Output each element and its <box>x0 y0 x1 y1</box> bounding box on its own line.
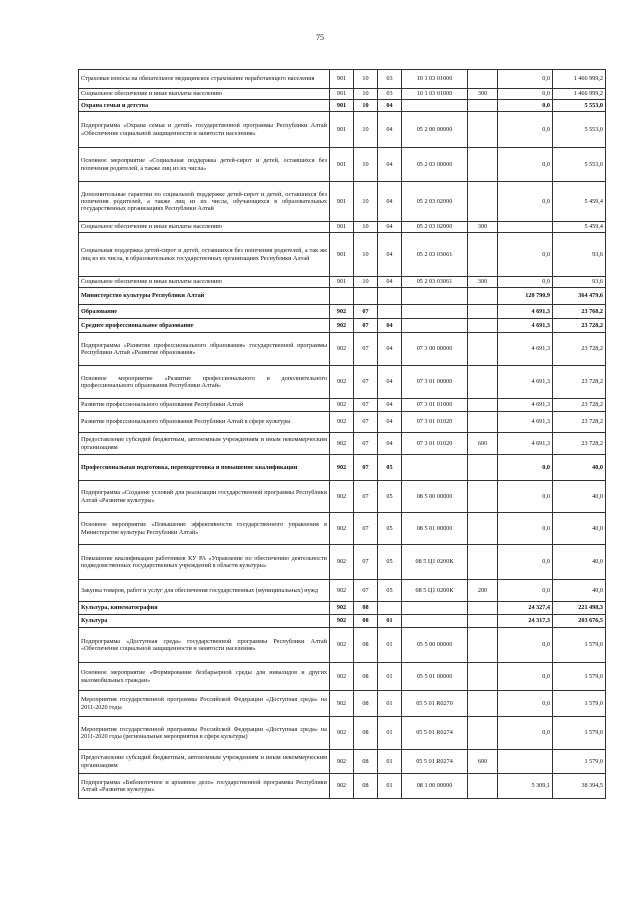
row-section-code: 07 <box>354 433 378 455</box>
row-section-code: 08 <box>354 691 378 717</box>
row-section-code: 08 <box>354 663 378 691</box>
row-subsection-code: 05 <box>378 455 402 481</box>
row-ministry-code: 902 <box>330 366 354 399</box>
row-amount-2: 1 579,0 <box>553 663 606 691</box>
page-number: 75 <box>316 33 324 42</box>
row-section-code: 10 <box>354 233 378 277</box>
row-amount-1: 0,0 <box>498 691 553 717</box>
row-subsection-code: 04 <box>378 222 402 233</box>
row-ministry-code: 902 <box>330 628 354 663</box>
row-expense-type <box>468 412 498 433</box>
row-amount-1: 0,0 <box>498 455 553 481</box>
row-ministry-code: 902 <box>330 305 354 319</box>
row-subsection-code <box>378 602 402 615</box>
row-amount-1: 5 309,1 <box>498 774 553 799</box>
row-name: Подпрограмма «Создание условий для реализации государственной программы Республики Алтай «Развитие культуры» <box>79 481 330 513</box>
row-amount-2: 1 579,0 <box>553 691 606 717</box>
table-row <box>79 233 606 277</box>
row-name: Подпрограмма «Охрана семьи и детей» государственной программы Республики Алтай «Обеспечение социальной защищенности и занятости населения» <box>79 112 330 148</box>
table-row <box>79 481 606 513</box>
row-amount-1: 24 327,4 <box>498 602 553 615</box>
row-name: Основное мероприятие «Развитие профессионального и дополнительного профессионального образования Республики Алтай» <box>79 366 330 399</box>
table-row <box>79 455 606 481</box>
row-section-code: 07 <box>354 366 378 399</box>
table-row <box>79 288 606 305</box>
row-subsection-code: 04 <box>378 182 402 222</box>
row-amount-1 <box>498 222 553 233</box>
row-amount-2: 40,0 <box>553 455 606 481</box>
table-row <box>79 615 606 628</box>
row-expense-type <box>468 455 498 481</box>
table-row <box>79 182 606 222</box>
row-subsection-code: 01 <box>378 717 402 750</box>
row-subsection-code: 01 <box>378 663 402 691</box>
row-target-article: 08 5 Ц1 0200К <box>402 580 468 602</box>
table-row <box>79 148 606 182</box>
row-name: Культура, кинематография <box>79 602 330 615</box>
row-expense-type <box>468 233 498 277</box>
row-expense-type: 200 <box>468 580 498 602</box>
row-ministry-code: 902 <box>330 513 354 545</box>
row-expense-type <box>468 319 498 333</box>
row-section-code: 08 <box>354 602 378 615</box>
table-row <box>79 277 606 288</box>
budget-table <box>78 69 606 799</box>
row-amount-2: 203 676,5 <box>553 615 606 628</box>
table-row <box>79 691 606 717</box>
row-section-code: 07 <box>354 412 378 433</box>
row-amount-2: 93,6 <box>553 233 606 277</box>
table-row <box>79 750 606 774</box>
row-section-code: 10 <box>354 89 378 100</box>
row-section-code: 10 <box>354 182 378 222</box>
row-expense-type: 300 <box>468 89 498 100</box>
row-section-code: 07 <box>354 481 378 513</box>
row-subsection-code: 04 <box>378 100 402 112</box>
row-name: Среднее профессиональное образование <box>79 319 330 333</box>
row-subsection-code: 04 <box>378 333 402 366</box>
row-amount-1: 0,0 <box>498 663 553 691</box>
row-amount-1: 0,0 <box>498 580 553 602</box>
row-amount-2: 364 479,6 <box>553 288 606 305</box>
row-amount-1: 0,0 <box>498 148 553 182</box>
row-expense-type: 600 <box>468 750 498 774</box>
row-target-article: 10 1 03 01000 <box>402 89 468 100</box>
row-name: Подпрограмма «Развитие профессионального образования» государственной программы Республики Алтай «Развитие образования» <box>79 333 330 366</box>
row-subsection-code: 04 <box>378 319 402 333</box>
table-row <box>79 399 606 412</box>
row-subsection-code: 04 <box>378 233 402 277</box>
row-name: Мероприятия государственной программы Российской Федерации «Доступная среда» на 2011-2020 годы (региональные мероприятия в сфере культуры) <box>79 717 330 750</box>
row-ministry-code: 902 <box>330 750 354 774</box>
row-expense-type <box>468 305 498 319</box>
row-ministry-code: 901 <box>330 112 354 148</box>
row-expense-type <box>468 148 498 182</box>
row-name: Охрана семьи и детства <box>79 100 330 112</box>
row-subsection-code: 05 <box>378 545 402 580</box>
row-expense-type: 600 <box>468 433 498 455</box>
row-amount-2: 1 579,0 <box>553 717 606 750</box>
row-expense-type <box>468 628 498 663</box>
row-name: Подпрограмма «Библиотечное и архивное дело» государственной программы Республики Алтай «Развитие культуры» <box>79 774 330 799</box>
row-target-article: 05 5 00 00000 <box>402 628 468 663</box>
row-name: Основное мероприятие «Социальная поддержка детей-сирот и детей, оставшихся без попечения родителей, а также лиц из их числа» <box>79 148 330 182</box>
row-target-article: 08 5 Ц1 0200К <box>402 545 468 580</box>
row-target-article <box>402 455 468 481</box>
row-subsection-code: 01 <box>378 774 402 799</box>
row-target-article: 07 3 01 00000 <box>402 366 468 399</box>
row-subsection-code: 04 <box>378 412 402 433</box>
row-expense-type <box>468 100 498 112</box>
row-name: Социальное обеспечение и иные выплаты населению <box>79 89 330 100</box>
table-row <box>79 628 606 663</box>
row-section-code: 08 <box>354 774 378 799</box>
row-section-code: 07 <box>354 333 378 366</box>
row-amount-2: 23 728,2 <box>553 399 606 412</box>
row-section-code <box>354 288 378 305</box>
row-ministry-code <box>330 288 354 305</box>
table-row <box>79 717 606 750</box>
row-target-article: 05 2 00 00000 <box>402 112 468 148</box>
row-subsection-code: 05 <box>378 481 402 513</box>
row-amount-2: 23 728,2 <box>553 433 606 455</box>
row-amount-1: 0,0 <box>498 182 553 222</box>
row-target-article: 05 5 01 R0274 <box>402 717 468 750</box>
row-amount-2: 23 728,2 <box>553 366 606 399</box>
row-target-article <box>402 602 468 615</box>
row-ministry-code: 901 <box>330 89 354 100</box>
row-name: Повышение квалификации работников КУ РА «Управление по обеспечению деятельности подведомственных государственных учреждений в области культуры» <box>79 545 330 580</box>
row-amount-1: 0,0 <box>498 100 553 112</box>
row-section-code: 10 <box>354 222 378 233</box>
row-amount-2: 38 394,5 <box>553 774 606 799</box>
row-amount-2: 23 728,2 <box>553 319 606 333</box>
row-ministry-code: 901 <box>330 100 354 112</box>
row-target-article: 05 5 01 R0274 <box>402 750 468 774</box>
row-ministry-code: 902 <box>330 412 354 433</box>
row-amount-1: 0,0 <box>498 89 553 100</box>
table-row <box>79 333 606 366</box>
row-target-article: 05 5 01 R0270 <box>402 691 468 717</box>
row-target-article: 08 5 00 00000 <box>402 481 468 513</box>
table-row <box>79 89 606 100</box>
row-name: Мероприятия государственной программы Российской Федерации «Доступная среда» на 2011-2020 годы <box>79 691 330 717</box>
row-ministry-code: 902 <box>330 602 354 615</box>
row-target-article <box>402 615 468 628</box>
row-amount-2: 5 553,0 <box>553 100 606 112</box>
row-subsection-code <box>378 288 402 305</box>
row-amount-2: 40,0 <box>553 481 606 513</box>
row-section-code: 07 <box>354 319 378 333</box>
row-name: Предоставление субсидий бюджетным, автономным учреждениям и иным некоммерческим организациям <box>79 750 330 774</box>
row-name: Социальная поддержка детей-сирот и детей, оставшихся без попечения родителей, а так же лиц из их числа, в образовательных государственных организациях Республики Алтай <box>79 233 330 277</box>
row-amount-2: 40,0 <box>553 513 606 545</box>
row-ministry-code: 901 <box>330 277 354 288</box>
row-expense-type <box>468 513 498 545</box>
row-name: Социальное обеспечение и иные выплаты населению <box>79 277 330 288</box>
row-subsection-code: 04 <box>378 277 402 288</box>
row-amount-2: 1 466 999,2 <box>553 70 606 89</box>
row-target-article: 08 5 01 00000 <box>402 513 468 545</box>
row-section-code: 07 <box>354 580 378 602</box>
table-row <box>79 222 606 233</box>
row-ministry-code: 902 <box>330 481 354 513</box>
row-expense-type <box>468 112 498 148</box>
table-row <box>79 433 606 455</box>
row-name: Культура <box>79 615 330 628</box>
row-name: Подпрограмма «Доступная среда» государственной программы Республики Алтай «Обеспечение социальной защищенности и занятости населения» <box>79 628 330 663</box>
row-ministry-code: 902 <box>330 319 354 333</box>
row-section-code: 07 <box>354 399 378 412</box>
row-expense-type <box>468 545 498 580</box>
table-row <box>79 412 606 433</box>
row-amount-2: 93,6 <box>553 277 606 288</box>
row-section-code: 10 <box>354 100 378 112</box>
row-subsection-code: 05 <box>378 580 402 602</box>
row-name: Образование <box>79 305 330 319</box>
row-subsection-code: 03 <box>378 89 402 100</box>
row-ministry-code: 901 <box>330 182 354 222</box>
row-ministry-code: 902 <box>330 580 354 602</box>
row-expense-type <box>468 366 498 399</box>
row-target-article: 05 2 03 02000 <box>402 222 468 233</box>
row-expense-type <box>468 481 498 513</box>
row-amount-1: 4 691,3 <box>498 333 553 366</box>
row-ministry-code: 902 <box>330 717 354 750</box>
row-expense-type <box>468 399 498 412</box>
row-amount-2: 221 498,3 <box>553 602 606 615</box>
row-amount-2: 5 459,4 <box>553 182 606 222</box>
row-target-article: 08 1 00 00000 <box>402 774 468 799</box>
row-amount-1: 4 691,3 <box>498 305 553 319</box>
table-row <box>79 112 606 148</box>
row-amount-1: 4 691,3 <box>498 433 553 455</box>
row-amount-2: 1 579,0 <box>553 628 606 663</box>
row-amount-1: 0,0 <box>498 70 553 89</box>
row-target-article: 05 2 03 00000 <box>402 148 468 182</box>
row-section-code: 10 <box>354 112 378 148</box>
row-subsection-code: 04 <box>378 148 402 182</box>
row-section-code: 08 <box>354 628 378 663</box>
row-subsection-code: 05 <box>378 513 402 545</box>
row-ministry-code: 902 <box>330 455 354 481</box>
row-name: Страховые взносы на обязательное медицинское страхование неработающего населения <box>79 70 330 89</box>
row-expense-type <box>468 70 498 89</box>
row-subsection-code: 04 <box>378 433 402 455</box>
row-ministry-code: 902 <box>330 774 354 799</box>
table-row <box>79 513 606 545</box>
row-expense-type <box>468 663 498 691</box>
row-amount-2: 40,0 <box>553 580 606 602</box>
row-amount-2: 5 553,0 <box>553 148 606 182</box>
row-amount-1: 0,0 <box>498 112 553 148</box>
row-section-code: 07 <box>354 513 378 545</box>
row-subsection-code: 03 <box>378 70 402 89</box>
row-amount-2: 1 579,0 <box>553 750 606 774</box>
row-name: Министерство культуры Республики Алтай <box>79 288 330 305</box>
row-expense-type <box>468 182 498 222</box>
row-target-article: 05 2 03 03061 <box>402 233 468 277</box>
row-target-article: 07 3 01 01000 <box>402 399 468 412</box>
row-section-code: 07 <box>354 545 378 580</box>
row-section-code: 08 <box>354 717 378 750</box>
row-amount-2: 5 553,0 <box>553 112 606 148</box>
row-amount-1: 24 317,3 <box>498 615 553 628</box>
row-name: Закупка товаров, работ и услуг для обеспечения государственных (муниципальных) нужд <box>79 580 330 602</box>
row-section-code: 07 <box>354 455 378 481</box>
row-amount-1: 4 691,3 <box>498 319 553 333</box>
row-target-article: 07 3 01 01020 <box>402 412 468 433</box>
row-subsection-code: 01 <box>378 750 402 774</box>
row-target-article: 10 1 03 01000 <box>402 70 468 89</box>
row-expense-type <box>468 615 498 628</box>
row-ministry-code: 902 <box>330 333 354 366</box>
row-expense-type: 300 <box>468 222 498 233</box>
row-amount-2: 5 459,4 <box>553 222 606 233</box>
table-row <box>79 580 606 602</box>
row-amount-2: 23 728,2 <box>553 412 606 433</box>
row-section-code: 10 <box>354 70 378 89</box>
row-expense-type <box>468 717 498 750</box>
row-amount-1: 0,0 <box>498 628 553 663</box>
row-ministry-code: 902 <box>330 545 354 580</box>
row-name: Основное мероприятие «Формирование безбарьерной среды для инвалидов и других маломобильных граждан» <box>79 663 330 691</box>
table-row <box>79 70 606 89</box>
row-name: Развитие профессионального образования Республики Алтай <box>79 399 330 412</box>
row-section-code: 10 <box>354 277 378 288</box>
row-name: Предоставление субсидий бюджетным, автономным учреждениям и иным некоммерческим организациям <box>79 433 330 455</box>
row-subsection-code: 01 <box>378 615 402 628</box>
table-row <box>79 545 606 580</box>
row-target-article <box>402 319 468 333</box>
row-section-code: 08 <box>354 750 378 774</box>
row-name: Профессиональная подготовка, переподготовка и повышение квалификации <box>79 455 330 481</box>
row-expense-type <box>468 774 498 799</box>
table-row <box>79 319 606 333</box>
row-ministry-code: 902 <box>330 663 354 691</box>
row-ministry-code: 902 <box>330 615 354 628</box>
row-target-article: 05 2 03 03061 <box>402 277 468 288</box>
row-target-article: 05 5 01 00000 <box>402 663 468 691</box>
row-amount-1: 0,0 <box>498 481 553 513</box>
row-amount-2: 23 768,2 <box>553 305 606 319</box>
row-name: Основное мероприятие «Повышение эффективности государственного управления в Министерстве культуры Республики Алтай» <box>79 513 330 545</box>
row-name: Дополнительные гарантии по социальной поддержке детей-сирот и детей, оставшихся без попечения родителей, а также лиц из их числа, обучающихся в образовательных государственных организациях Республики Алтай <box>79 182 330 222</box>
row-ministry-code: 902 <box>330 691 354 717</box>
row-section-code: 07 <box>354 305 378 319</box>
row-ministry-code: 901 <box>330 148 354 182</box>
row-expense-type: 300 <box>468 277 498 288</box>
row-section-code: 08 <box>354 615 378 628</box>
budget-table-body <box>79 70 606 799</box>
row-amount-1: 0,0 <box>498 233 553 277</box>
row-name: Развитие профессионального образования Республики Алтай в сфере культуры <box>79 412 330 433</box>
row-name: Социальное обеспечение и иные выплаты населению <box>79 222 330 233</box>
table-row <box>79 663 606 691</box>
table-row <box>79 774 606 799</box>
row-target-article: 05 2 03 02000 <box>402 182 468 222</box>
row-amount-1: 4 691,3 <box>498 366 553 399</box>
row-expense-type <box>468 288 498 305</box>
row-expense-type <box>468 602 498 615</box>
row-section-code: 10 <box>354 148 378 182</box>
row-amount-2: 40,0 <box>553 545 606 580</box>
row-amount-2: 1 466 999,2 <box>553 89 606 100</box>
row-target-article <box>402 305 468 319</box>
row-subsection-code <box>378 305 402 319</box>
row-amount-1: 0,0 <box>498 717 553 750</box>
row-amount-1 <box>498 750 553 774</box>
table-row <box>79 305 606 319</box>
row-expense-type <box>468 691 498 717</box>
row-target-article: 07 3 00 00000 <box>402 333 468 366</box>
table-row <box>79 602 606 615</box>
table-row <box>79 100 606 112</box>
row-ministry-code: 902 <box>330 433 354 455</box>
row-amount-2: 23 728,2 <box>553 333 606 366</box>
row-subsection-code: 04 <box>378 112 402 148</box>
row-ministry-code: 902 <box>330 399 354 412</box>
row-target-article: 07 3 01 01020 <box>402 433 468 455</box>
row-amount-1: 0,0 <box>498 545 553 580</box>
table-row <box>79 366 606 399</box>
row-subsection-code: 04 <box>378 399 402 412</box>
row-amount-1: 120 790,9 <box>498 288 553 305</box>
row-amount-1: 0,0 <box>498 513 553 545</box>
row-subsection-code: 01 <box>378 628 402 663</box>
row-target-article <box>402 100 468 112</box>
row-subsection-code: 04 <box>378 366 402 399</box>
row-subsection-code: 01 <box>378 691 402 717</box>
row-ministry-code: 901 <box>330 233 354 277</box>
row-amount-1: 4 691,3 <box>498 412 553 433</box>
row-ministry-code: 901 <box>330 222 354 233</box>
row-ministry-code: 901 <box>330 70 354 89</box>
row-expense-type <box>468 333 498 366</box>
row-amount-1: 0,0 <box>498 277 553 288</box>
row-amount-1: 4 691,3 <box>498 399 553 412</box>
row-target-article <box>402 288 468 305</box>
